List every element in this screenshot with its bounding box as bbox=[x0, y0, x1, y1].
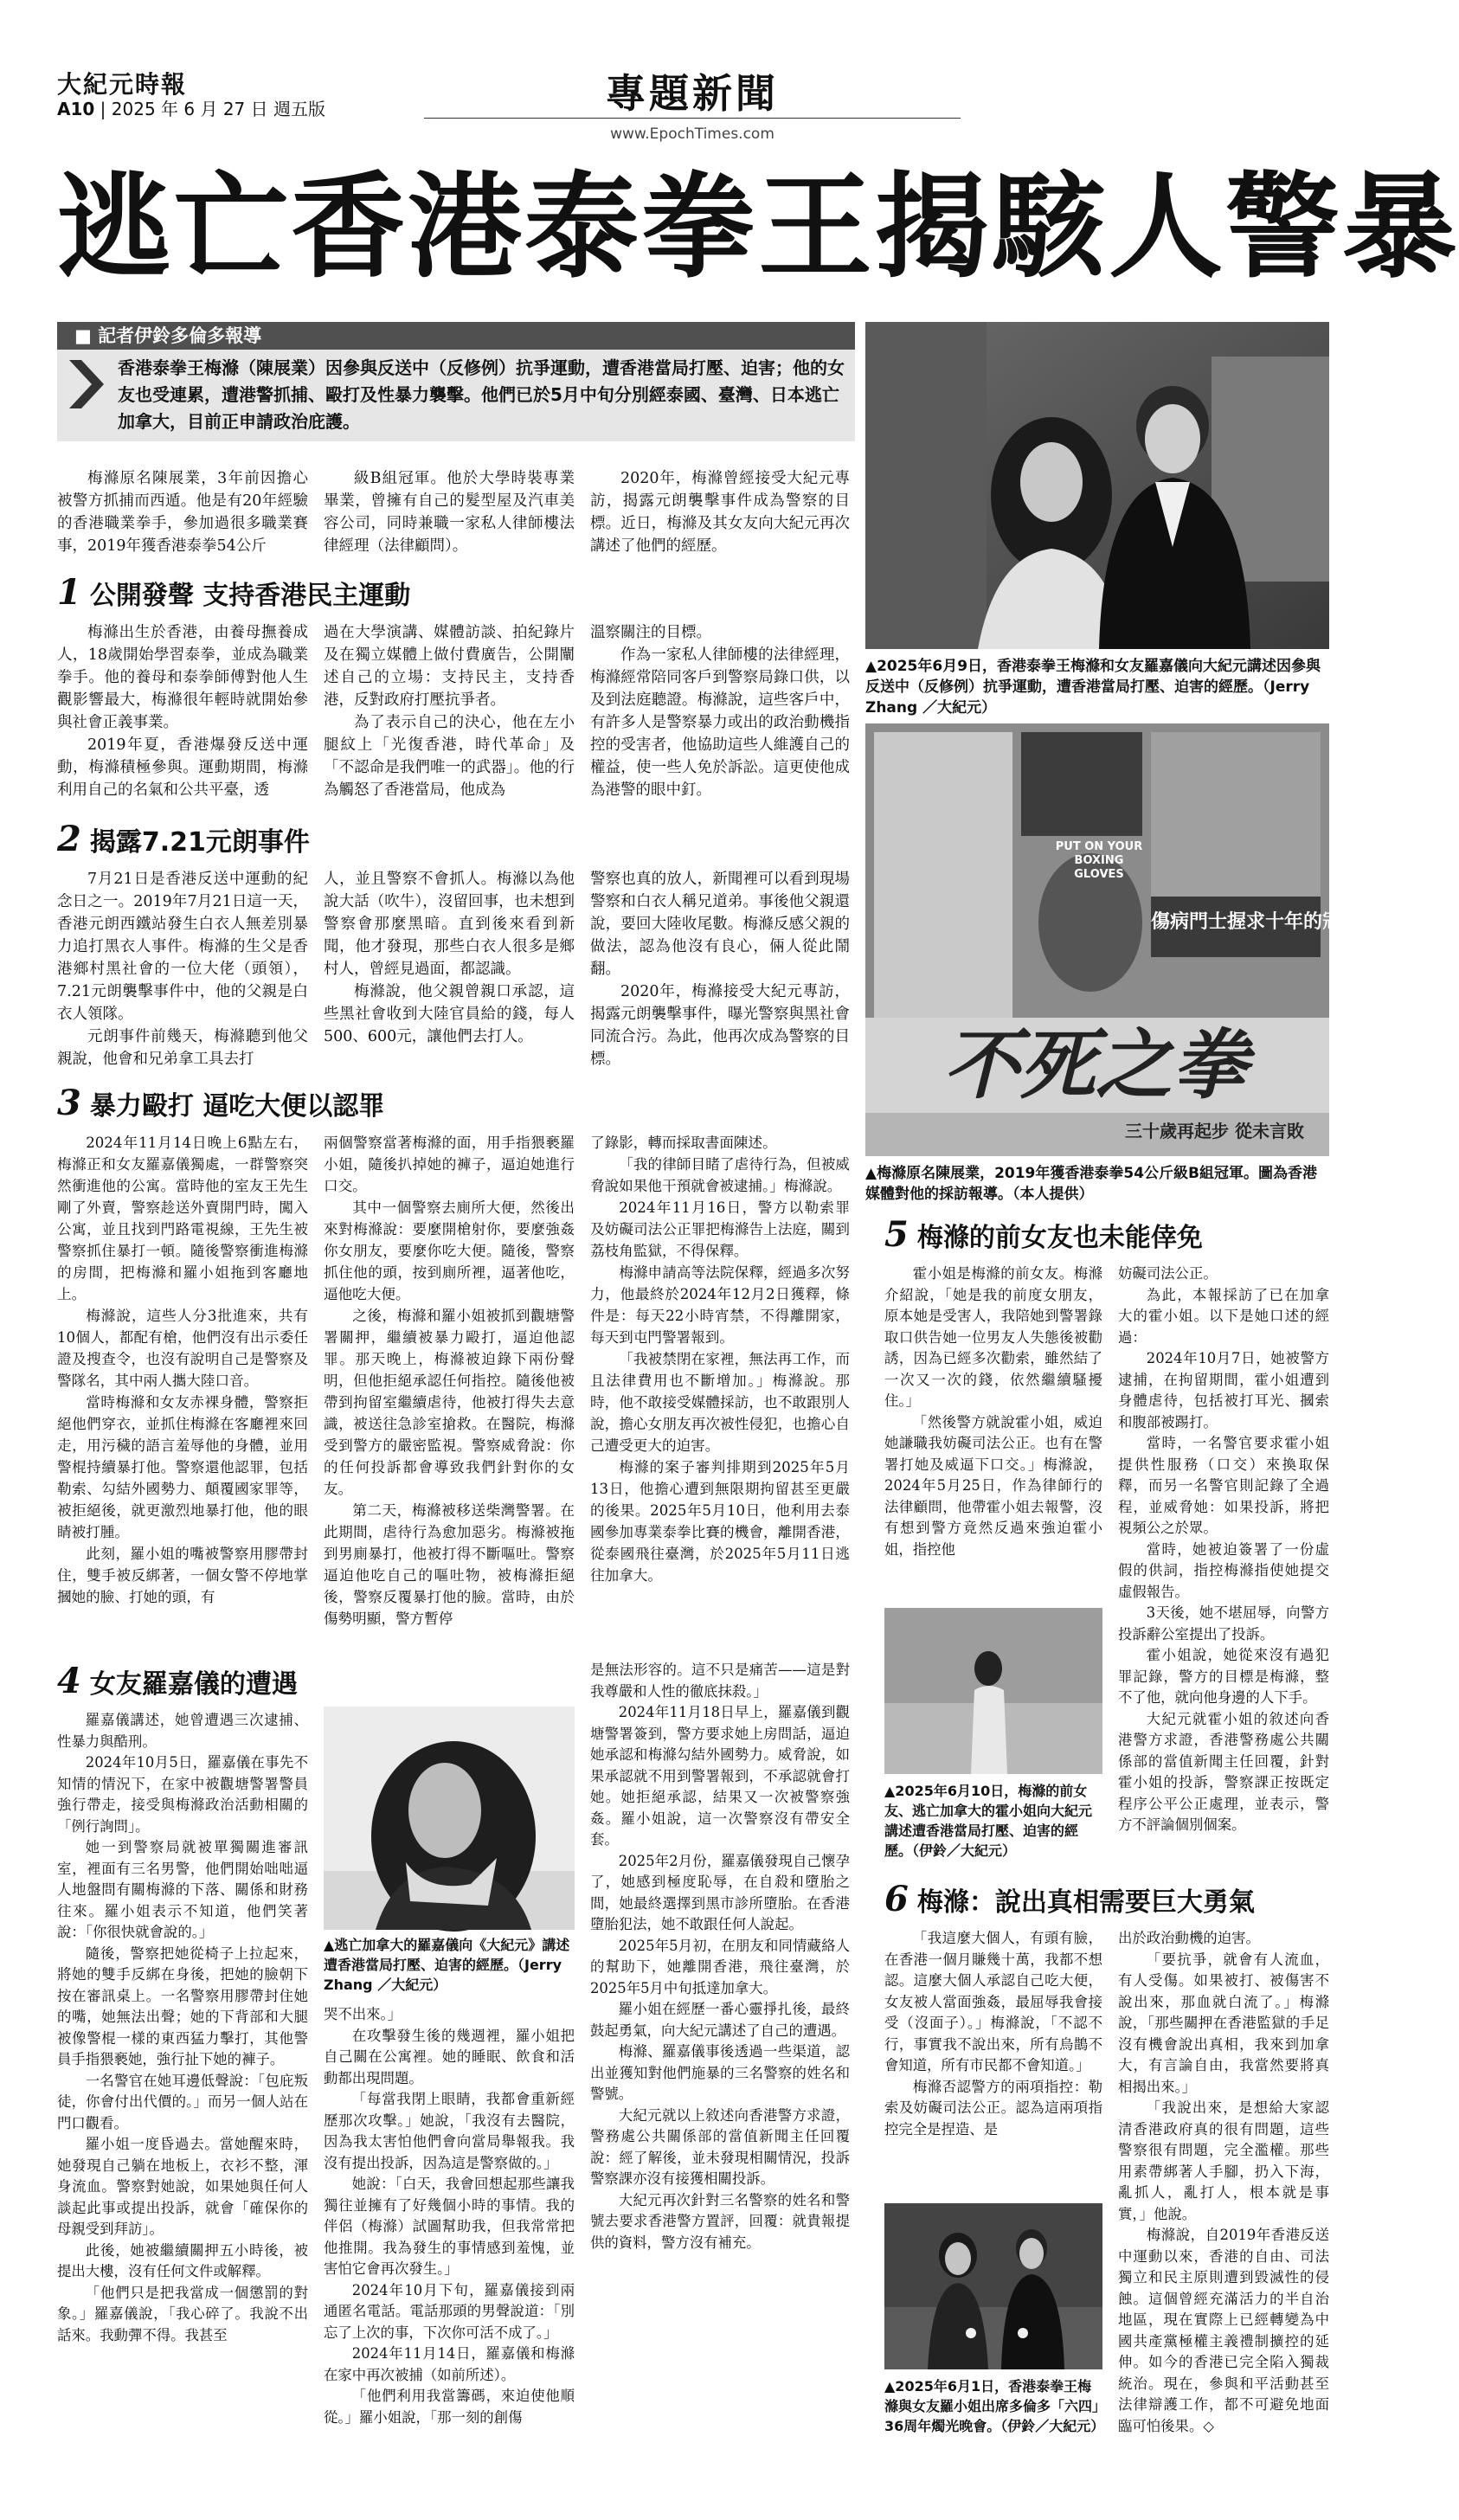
paragraph: 「我的律師目睹了虐待行為，但被威脅說如果他干預就會被逮捕。」梅滌說。 bbox=[590, 1156, 850, 1194]
paragraph: 2025年5月初，在朋友和同情藏絡人的幫助下，她離開香港，飛往臺灣，於2025年5月中旬抵達加拿大。 bbox=[590, 1937, 850, 1996]
paragraph: 梅滌說，他父親曾親口承認，這些黑社會收到大陸官員給的錢，每人500、600元，讓他們去打人。 bbox=[324, 983, 575, 1045]
page-divider: | bbox=[100, 99, 112, 119]
paragraph: 當時，一名警官要求霍小姐提供性服務（口交）來換取保釋，而另一名警官則記錄了全過程，並威脅她：如果投訴，將把視頻公之於眾。 bbox=[1118, 1435, 1329, 1536]
paragraph: 羅嘉儀講述，她曾遭遇三次逮捕、性暴力與酷刑。 bbox=[57, 1712, 308, 1750]
paragraph: 霍小姐說，她從來沒有過犯罪記錄，警方的目標是梅滌，整不了他，就向他身邊的人下手。 bbox=[1118, 1647, 1329, 1706]
section-6-heading bbox=[884, 1878, 1255, 1921]
paragraph: 2024年11月14日，羅嘉儀和梅滌在家中再次被捕（如前所述）。 bbox=[324, 2345, 575, 2383]
paragraph: 2024年10月7日，她被警方逮捕，在拘留期間，霍小姐遭到身體虐待，包括被打耳光、摑索和腹部被踢打。 bbox=[1118, 1350, 1329, 1430]
section-4-col-2 bbox=[324, 2004, 575, 2428]
paragraph: 隨後，警察把她從椅子上拉起來，將她的雙手反綁在身後，把她的臉朝下按在審訊桌上。一名警察用膠帶封住她的嘴，她無法出聲；她的下背部和大腿被像警棍一樣的東西猛力擊打，其他警員手指猥褻她，強行扯下她的褲子。 bbox=[57, 1945, 308, 2067]
paragraph: 2024年11月16日，警方以勒索罪及妨礙司法公正罪把梅滌告上法庭，關到荔枝角監獄，不得保釋。 bbox=[590, 1199, 850, 1259]
paragraph: 大紀元就霍小姐的敘述向香港警方求證，香港警務處公共關係部的當值新聞主任回覆，針對霍小姐的投訴，警察課正按既定程序公平公正處理，並表示，警方不評論個別個案。 bbox=[1118, 1710, 1329, 1833]
section-3-col-3 bbox=[590, 1132, 850, 1586]
paragraph: 「我被禁閉在家裡，無法再工作，而且法律費用也不斷增加。」梅滌說。那時，他不敢接受媒體採訪，也不敢跟別人說，擔心女朋友再次被性侵犯，也擔心自己遭受更大的迫害。 bbox=[590, 1351, 850, 1454]
paragraph: 2024年10月下旬，羅嘉儀接到兩通匿名電話。電話那頭的男聲說道：「別忘了上次的事，下次你可活不成了。」 bbox=[324, 2281, 575, 2341]
lead-paragraph bbox=[57, 350, 855, 441]
masthead-rule bbox=[424, 118, 961, 119]
paragraph: 了錄影，轉而採取書面陳述。 bbox=[590, 1135, 777, 1151]
paragraph: 哭不出來。」 bbox=[324, 2006, 402, 2022]
glove-text: PUT ON YOUR BOXING GLOVES bbox=[1055, 840, 1143, 881]
paragraph: 她說：「白天，我會回想起那些讓我獨往並擁有了好幾個小時的事情。我的伴侶（梅滌）試圖幫助我，但我常常把他推開。我為發生的事情感到羞愧，並害怕它會再次發生。」 bbox=[324, 2176, 575, 2277]
paragraph: 2024年11月18日早上，羅嘉儀到觀塘警署簽到，警方要求她上房問話，逼迫她承認和梅滌勾結外國勢力。威脅說，如果承認就不用到警署報到，不承認就會打她。她拒絕承認，結果又一次被警察強姦。羅小姐說，這一次警察沒有帶安全套。 bbox=[590, 1704, 850, 1848]
intro-col-1 bbox=[57, 467, 308, 557]
photo-vigil bbox=[884, 2203, 1102, 2369]
section-4-col-1 bbox=[57, 1710, 308, 2346]
issue-date: 2025 年 6 月 27 日 週五版 bbox=[111, 99, 325, 119]
woman-portrait-image bbox=[324, 1707, 575, 1930]
photo-2-caption: ▲梅滌原名陳展業，2019年獲香港泰拳54公斤級B組冠軍。圖為香港媒體對他的採訪報導。（本人提供） bbox=[865, 1165, 1318, 1203]
paragraph: 霍小姐是梅滌的前女友。梅滌介紹說，「她是我的前度女朋友，原本她是受害人，我陪她到警署錄取口供告她一位男友人失態後被勸誘，因為已經多次勸索，雖然結了一次又一次的錢，依然繼續騷擾住。」 bbox=[884, 1265, 1102, 1409]
paragraph: 公開發聲 支持香港民主運動 bbox=[89, 581, 411, 611]
paragraph: 梅滌申請高等法院保釋，經過多次努力，他最終於2024年12月2日獲釋，條件是：每天22小時宵禁，不得離開家，每天到屯門警署報到。 bbox=[590, 1264, 850, 1346]
paragraph: 第二天，梅滌被移送柴灣警署。在此期間，虐待行為愈加惡劣。梅滌被拖到男廁暴打，他被打得不斷嘔吐。警察逼迫他吃自己的嘔吐物，被梅滌拒絕後，警察反覆暴打他的臉。當時，由於傷勢明顯，警方暫停 bbox=[324, 1502, 575, 1627]
magazine-subtitle: 三十歲再起步 從未言敗 bbox=[1125, 1121, 1304, 1141]
paragraph: 暴力毆打 逼吃大便以認罪 bbox=[89, 1091, 385, 1122]
paragraph: 梅滌原名陳展業，3年前因擔心被警方抓捕而西遁。他是有20年經驗的香港職業拳手，參加過很多職業賽事，2019年獲香港泰拳54公斤 bbox=[57, 470, 308, 555]
paragraph: 4 bbox=[57, 1661, 81, 1701]
paragraph: 兩個警察當著梅滌的面，用手指猥褻羅小姐，隨後扒掉她的褲子，逼迫她進行口交。 bbox=[324, 1135, 575, 1194]
paragraph: 過在大學演講、媒體訪談、拍紀錄片及在獨立媒體上做付費廣告，公開闡述自己的立場：支持民主，支持香港，反對政府打壓抗爭者。 bbox=[324, 624, 575, 709]
paragraph: 是無法形容的。這不只是痛苦——這是對我尊嚴和人性的徹底抹殺。」 bbox=[590, 1662, 850, 1700]
photo-magazine bbox=[865, 723, 1361, 1156]
paragraph: 在攻擊發生後的幾週裡，羅小姐把自己關在公寓裡。她的睡眠、飲食和活動都出現問題。 bbox=[324, 2027, 575, 2086]
section-1-col-3 bbox=[590, 621, 850, 801]
paragraph: 2025年2月份，羅嘉儀發現自己懷孕了，她感到極度恥辱，在自殺和墮胎之間，她最終選擇到黑市診所墮胎。在香港墮胎犯法，她不敢跟任何人說起。 bbox=[590, 1852, 850, 1932]
paragraph: 3天後，她不堪屈辱，向警方投訴辭公室提出了投訴。 bbox=[1118, 1604, 1329, 1642]
paragraph: 女友羅嘉儀的遭遇 bbox=[89, 1669, 298, 1700]
photo-5-caption: ▲2025年6月1日，香港泰拳王梅滌與女友羅小姐出席多倫多「六四」36周年燭光晚會。（伊鈴／大紀元） bbox=[884, 2378, 1105, 2434]
paragraph: 梅滌的案子審判排期到2025年5月13日，他擔心遭到無限期拘留甚至更嚴的後果。2025年5月10日，他利用去泰國參加專業泰拳比賽的機會，離開香港，從泰國飛往臺灣，於2025年5月11日逃往加拿大。 bbox=[590, 1459, 850, 1584]
paragraph: 「他們只是把我當成一個懲罰的對象。」羅嘉儀說，「我心碎了。我說不出話來。我動彈不得。我甚至 bbox=[57, 2284, 308, 2343]
paragraph: 「我這麼大個人，有頭有臉，在香港一個月賺幾十萬，我都不想認。這麼大個人承認自己吃大便，女友被人當面強姦，最屈辱我會接受（沒面子）。」梅滌說，「不認不行，事實我不說出來，所有烏鵲不會知道，所有市民都不會知道。」 bbox=[884, 1930, 1102, 2073]
section-1-col-1 bbox=[57, 621, 308, 801]
paragraph: 2020年，梅滌接受大紀元專訪，揭露元朗襲擊事件，曝光警察與黑社會同流合污。為此，他再次成為警察的目標。 bbox=[590, 983, 850, 1068]
paragraph: 大紀元再次針對三名警察的姓名和警號去要求香港警方置評，回覆：就貴報提供的資料，警方沒有補充。 bbox=[590, 2191, 850, 2251]
paragraph: 「他們利用我當籌碼，來迫使他順從。」羅小姐說，「那一刻的創傷 bbox=[324, 2388, 575, 2426]
paragraph: 7月21日是香港反送中運動的紀念日之一。2019年7月21日這一天，香港元朗西鐵站發生白衣人無差別暴力追打黑衣人事件。梅滌的生父是香港鄉村黑社會的一位大佬（頭領），7.21元朗襲擊事件中，他的父親是白衣人領隊。 bbox=[57, 871, 308, 1023]
paragraph: 她一到警察局就被單獨關進審訊室，裡面有三名男警，他們開始咄咄逼人地盤問有關梅滌的下落、關係和財務往來。羅小姐表示不知道，他們笑著說：「你很快就會說的。」 bbox=[57, 1839, 308, 1940]
paragraph: 梅滌：說出真相需要巨大勇氣 bbox=[916, 1887, 1255, 1918]
paragraph: 當時梅滌和女友赤裸身體，警察拒絕他們穿衣，並抓住梅滌在客廳裡來回走，用污穢的語言羞辱他的身體，並用警棍持續暴打他。警察還他認罪，包括勒索、勾結外國勢力、顛覆國家罪等，被拒絕後，就更激烈地暴打他，他的眼睛被打腫。 bbox=[57, 1394, 308, 1540]
intro-col-2 bbox=[324, 467, 575, 557]
paragraph: 2024年11月14日晚上6點左右，梅滌正和女友羅嘉儀獨處，一群警察突然衝進他的公寓。當時他的室友王先生剛了外賣，警察趁送外賣開門時，闖入公寓，並且找到門路電視線，王先生被警察抓住暴打一頓。隨後警察衝進梅滌的房間，把梅滌和羅小姐拖到客廳地上。 bbox=[57, 1135, 308, 1302]
lead-text: 香港泰拳王梅滌（陳展業）因參與反送中（反修例）抗爭運動，遭香港當局打壓、迫害；他的女友也受連累，遭港警抓捕、毆打及性暴力襲擊。他們已於5月中旬分別經泰國、臺灣、日本逃亡加拿大，目前正申請政治庇護。 bbox=[118, 357, 845, 432]
photo-couple bbox=[865, 322, 1329, 649]
section-1-col-2 bbox=[324, 621, 575, 801]
section-6-col-1 bbox=[884, 1928, 1102, 2140]
section-3-col-2 bbox=[324, 1132, 575, 1630]
paragraph: 梅滌說，自2019年香港反送中運動以來，香港的自由、司法獨立和民主原則遭到毀滅性的侵蝕。這個曾經充滿活力的半自治地區，現在實際上已經轉變為中國共產黨極權主義禮制擴控的延伸。如今的香港已完全陷入獨裁統治。現在，參與和平活動甚至法律辯護工作，都不可避免地面臨可怕後果。◇ bbox=[1118, 2227, 1329, 2434]
paragraph: 2 bbox=[57, 819, 81, 859]
paragraph: 其中一個警察去廁所大便，然後出來對梅滌說：要麼開槍射你，要麼強姦你女朋友，要麼你吃大便。隨後，警察抓住他的頭，按到廁所裡，逼著他吃，逼他吃大便。 bbox=[324, 1199, 575, 1302]
paragraph: 溫察關注的目標。 bbox=[590, 624, 711, 641]
paragraph: 警察也真的放人，新聞裡可以看到現場警察和白衣人稱兄道弟。事後他父親還說，要回大陸收尾數。梅滌反感父親的做法，認為他沒有良心，倆人從此鬧翻。 bbox=[590, 871, 850, 978]
section-5-col-2 bbox=[1118, 1263, 1329, 1836]
section-1-heading bbox=[57, 571, 410, 614]
section-4-heading bbox=[57, 1660, 298, 1703]
paragraph: 此後，她被繼續關押五小時後，被提出大樓，沒有任何文件或解釋。 bbox=[57, 2241, 308, 2279]
section-6-col-2 bbox=[1118, 1928, 1329, 2437]
paragraph: 6 bbox=[884, 1879, 909, 1919]
byline: ■ 記者伊鈴多倫多報導 bbox=[57, 322, 855, 350]
paragraph: 2020年，梅滌曾經接受大紀元專訪，揭露元朗襲擊事件成為警察的目標。近日，梅滌及其女友向大紀元再次講述了他們的經歷。 bbox=[590, 470, 850, 555]
section-5-col-1 bbox=[884, 1263, 1102, 1560]
paragraph: 揭露7.21元朗事件 bbox=[89, 827, 310, 858]
chevron-right-icon bbox=[69, 360, 104, 408]
paragraph: 大紀元就以上敘述向香港警方求證，警務處公共關係部的當值新聞主任回覆說：經了解後，並未發現相關情況，投訴警察課亦沒有接獲相關投訴。 bbox=[590, 2106, 850, 2187]
paragraph: 羅小姐在經歷一番心靈掙扎後，最終鼓起勇氣，向大紀元講述了自己的遭遇。 bbox=[590, 2001, 850, 2039]
paragraph: 1 bbox=[57, 572, 81, 613]
photo-law-ka-yee bbox=[324, 1707, 575, 1930]
paragraph: 出於政治動機的迫害。 bbox=[1118, 1930, 1260, 1946]
paragraph: 一名警官在她耳邊低聲說：「包庇叛徒，你會付出代價的。」而另一個人站在門口觀看。 bbox=[57, 2072, 308, 2131]
paragraph: 「然後警方就說霍小姐，威迫她謙職我妨礙司法公正。也有在警署打她及威逼下口交。」梅滌說，2024年5月25日，作為律師行的法律顧問，他帶霍小姐去報警，沒有想到警方竟然反過來強迫霍小姐，指控他 bbox=[884, 1413, 1102, 1558]
paragraph: 羅小姐一度昏過去。當她醒來時，她發現自己躺在地板上，衣衫不整，渾身流血。警察對她說，如果她與任何人談起此事或提出投訴，就會「確保你的母親受到拜訪」。 bbox=[57, 2136, 308, 2237]
paragraph: 梅滌出生於香港，由養母撫養成人，18歲開始學習泰拳，並成為職業拳手。他的養母和泰拳師傅對他人生觀影響最大，梅滌很年輕時就開始參與社會正義事業。 bbox=[57, 624, 308, 731]
paragraph: 「每當我閉上眼睛，我都會重新經歷那次攻擊。」她說，「我沒有去醫院，因為我太害怕他們會向當局舉報我。我沒有提出投訴，因為這是警察做的。」 bbox=[324, 2091, 575, 2171]
paragraph: 作為一家私人律師樓的法律經理，梅滌經常陪同客戶到警察局錄口供，以及到法庭聽證。梅滌說，這些客戶中，有許多人是警察暴力或出的政治動機指控的受害者，他協助這些人維護自己的權益，使一些人免於訴訟。這更使他成為港警的眼中釘。 bbox=[590, 646, 850, 799]
section-3-col-1 bbox=[57, 1132, 308, 1608]
paragraph: 2024年10月5日，羅嘉儀在事先不知情的情況下，在家中被觀塘警署警員強行帶走，接受與梅滌政治活動相關的「例行詢問」。 bbox=[57, 1754, 308, 1835]
paragraph: 「我說出來，是想給大家認清香港政府真的很有問題，這些警察很有問題，完全濫權。那些用素帶綁著人手腳，扔入下海，亂抓人，亂打人，根本就是事實，」他說。 bbox=[1118, 2099, 1329, 2222]
paragraph: 5 bbox=[884, 1214, 909, 1255]
woman-outdoor-image bbox=[884, 1608, 1102, 1774]
paragraph: 當時，她被迫簽署了一份虛假的供詞，指控梅滌指使她提交虛假報告。 bbox=[1118, 1540, 1329, 1600]
paragraph: 級B組冠軍。他於大學時裝專業畢業，曾擁有自己的髮型屋及汽車美容公司，同時兼職一家私人律師樓法律經理（法律顧問）。 bbox=[324, 470, 575, 555]
paragraph: 梅滌說，這些人分3批進來，共有10個人，都配有槍，他們沒有出示委任證及搜查令，也沒有說明自己是警察及警隊名，其中兩人攜大陸口音。 bbox=[57, 1308, 308, 1389]
paragraph: 妨礙司法公正。 bbox=[1118, 1265, 1218, 1282]
section-5-heading bbox=[884, 1213, 1203, 1257]
couple-portrait-image bbox=[865, 322, 1329, 649]
paragraph: 之後，梅滌和羅小姐被抓到觀塘警署關押，繼續被暴力毆打，逼迫他認罪。那天晚上，梅滌被迫錄下兩份聲明，但他拒絕承認任何指控。隨後他被帶到拘留室繼續虐待，他被打得失去意識，被送往急診室搶救。在醫院，梅滌受到警方的嚴密監視。警察威脅說：你的任何投訴都會導致我們針對你的女友。 bbox=[324, 1308, 575, 1497]
paragraph: 3 bbox=[57, 1083, 81, 1123]
paragraph: 梅滌的前女友也未能倖免 bbox=[916, 1223, 1203, 1253]
photo-3-caption: ▲逃亡加拿大的羅嘉儀向《大紀元》講述遭香港當局打壓、迫害的經歷。（Jerry Zhang ／大紀元） bbox=[324, 1937, 570, 1993]
paragraph: 「要抗爭，就會有人流血，有人受傷。如果被打、被傷害不說出來，那血就白流了。」梅滌說，「那些關押在香港監獄的手足沒有機會說出真相，我來到加拿大，有言論自由，我當然要將真相揭出來。」 bbox=[1118, 1951, 1329, 2095]
section-2-heading bbox=[57, 818, 310, 861]
paragraph: 元朗事件前幾天，梅滌聽到他父親說，他會和兄弟拿工具去打 bbox=[57, 1028, 308, 1068]
paragraph: 此刻，羅小姐的嘴被警察用膠帶封住，雙手被反綁著，一個女警不停地掌摑她的臉、打她的頭，有 bbox=[57, 1546, 308, 1605]
newspaper-logo: 大紀元時報 bbox=[57, 70, 188, 99]
paragraph: 2019年夏，香港爆發反送中運動，梅滌積極參與。運動期間，梅滌利用自己的名氣和公共平臺，透 bbox=[57, 736, 308, 799]
photo-ms-fok bbox=[884, 1608, 1102, 1774]
section-4-col-3 bbox=[590, 1660, 850, 2253]
section-2-col-1 bbox=[57, 868, 308, 1070]
intro-col-3 bbox=[590, 467, 850, 557]
section-title: 專題新聞 bbox=[606, 70, 779, 117]
magazine-title: 不死之拳 bbox=[943, 1020, 1249, 1109]
photo-4-caption: ▲2025年6月10日，梅滌的前女友、逃亡加拿大的霍小姐向大紀元講述遭香港當局打壓、迫害的經歷。（伊鈴／大紀元） bbox=[884, 1783, 1093, 1859]
paragraph: 梅滌否認警方的兩項指控：勒索及妨礙司法公正。認為這兩項指控完全是捏造、是 bbox=[884, 2078, 1102, 2138]
masthead bbox=[0, 0, 1385, 151]
paragraph: 為此，本報採訪了已在加拿大的霍小姐。以下是她口述的經過： bbox=[1118, 1286, 1329, 1346]
paragraph: 梅滌、羅嘉儀事後透過一些渠道，認出並獲知對他們施暴的三名警察的姓名和警號。 bbox=[590, 2043, 850, 2102]
section-3-heading bbox=[57, 1082, 384, 1125]
headline: 逃亡香港泰拳王揭駭人警暴 bbox=[57, 160, 1459, 294]
section-2-col-3 bbox=[590, 868, 850, 1070]
paragraph: 人，並且警察不會抓人。梅滌以為他說大話（吹牛），沒留回事，也未想到警察會那麼黑暗。直到後來看到新聞，他才發現，那些白衣人很多是鄉村人，曾經見過面，都認識。 bbox=[324, 871, 575, 978]
website-url: www.EpochTimes.com bbox=[610, 125, 774, 143]
page-number: A10 bbox=[57, 99, 95, 119]
paragraph: 為了表示自己的決心，他在左小腿紋上「光復香港，時代革命」及「不認命是我們唯一的武器」。他的行為觸怒了香港當局，他成為 bbox=[324, 714, 575, 799]
photo-1-caption: ▲2025年6月9日，香港泰拳王梅滌和女友羅嘉儀向大紀元講述因參與反送中（反修例）抗爭運動，遭香港當局打壓、迫害的經歷。（Jerry Zhang ／大紀元） bbox=[865, 658, 1321, 717]
couple-vigil-image bbox=[884, 2203, 1102, 2369]
section-2-col-2 bbox=[324, 868, 575, 1048]
magazine-banner: 傷病門士握求十年的冠軍 bbox=[1151, 911, 1361, 933]
